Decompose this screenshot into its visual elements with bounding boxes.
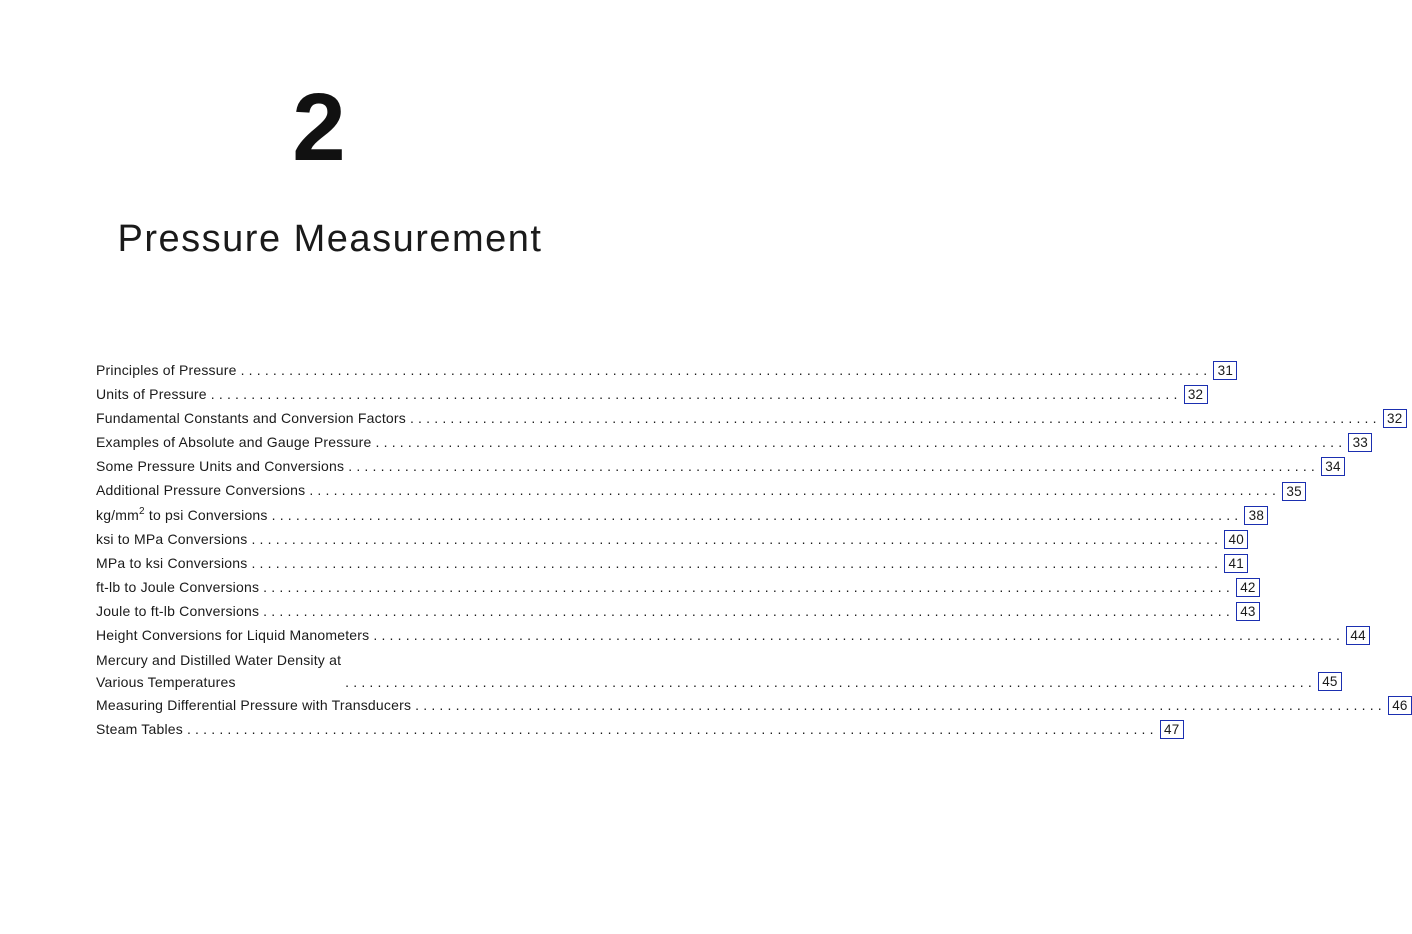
toc-entry-ftlb-to-joule[interactable] [96, 575, 1256, 599]
toc-page-link[interactable]: 38 [1244, 506, 1268, 525]
dot-leader: ........................................................................................................................ [345, 674, 1316, 691]
chapter-number: 2 [292, 74, 346, 181]
toc-entry-title: Measuring Differential Pressure with Transducers [96, 697, 412, 714]
toc-entry-title: Examples of Absolute and Gauge Pressure [96, 434, 372, 451]
toc-entry-mercury-water-density[interactable] [96, 647, 1338, 693]
toc-entry-title: Some Pressure Units and Conversions [96, 458, 345, 475]
toc-page-link[interactable]: 32 [1184, 385, 1208, 404]
toc-page-link[interactable]: 35 [1282, 482, 1306, 501]
toc-page-link[interactable]: 42 [1236, 578, 1260, 597]
toc-entry-title: Additional Pressure Conversions [96, 482, 306, 499]
toc-entry-title: Principles of Pressure [96, 362, 237, 378]
toc-entry-mpa-to-ksi[interactable] [96, 551, 1244, 575]
toc-entry-title-line1: Mercury and Distilled Water Density at [96, 652, 342, 669]
toc-entry-pressure-units-conversions[interactable] [96, 454, 1341, 478]
toc-entry-fundamental-constants[interactable] [96, 406, 1403, 430]
dot-leader: ........................................................................................................................ [251, 530, 1223, 547]
toc-entry-title: MPa to ksi Conversions [96, 554, 248, 571]
dot-leader: ........................................................................................................................ [186, 721, 1158, 738]
dot-leader: ........................................................................................................................ [263, 602, 1234, 619]
toc-entry-title: Fundamental Constants and Conversion Factors [96, 410, 406, 427]
toc-entry-title: Steam Tables [96, 721, 183, 738]
toc-entry-units-of-pressure[interactable] [96, 382, 1204, 406]
dot-leader: ........................................................................................................................ [251, 554, 1223, 571]
toc-page-link[interactable]: 45 [1318, 672, 1342, 691]
toc-entry-principles-of-pressure[interactable] [96, 358, 1234, 382]
toc-entry-title: Units of Pressure [96, 386, 207, 403]
toc-entry-kgmm2-to-psi[interactable] [96, 503, 1265, 527]
dot-leader: ........................................................................................................................ [348, 458, 1319, 475]
toc-page-link[interactable]: 46 [1388, 696, 1412, 715]
dot-leader: ........................................................................................................................ [210, 386, 1182, 403]
toc-entry-additional-pressure-conversions[interactable] [96, 478, 1302, 502]
toc-page-link[interactable]: 40 [1224, 530, 1248, 549]
dot-leader: ........................................................................................................................ [309, 482, 1281, 499]
toc-entry-title-line2: Various Temperatures [96, 674, 236, 691]
toc-entry-height-conversions-manometers[interactable] [96, 623, 1366, 647]
toc-entry-differential-pressure-transducers[interactable] [96, 693, 1408, 717]
toc-page-link[interactable]: 44 [1346, 626, 1370, 645]
toc-entry-ksi-to-mpa[interactable] [96, 527, 1244, 551]
dot-leader: ........................................................................................................................ [415, 697, 1386, 714]
toc-entry-joule-to-ftlb[interactable] [96, 599, 1256, 623]
toc-entry-title: ft-lb to Joule Conversions [96, 578, 260, 595]
toc-page-link[interactable]: 33 [1348, 433, 1372, 452]
toc-entry-title: Height Conversions for Liquid Manometers [96, 627, 370, 644]
toc-page-link[interactable]: 41 [1224, 554, 1248, 573]
toc-entry-title: $kg/mm^2$ to psi Conversions [96, 505, 268, 523]
toc-page-link[interactable]: 47 [1160, 720, 1184, 739]
toc-entry-title [96, 649, 341, 693]
dot-leader: ........................................................................................................................ [271, 506, 1243, 523]
dot-leader: ........................................................................................................................ [409, 410, 1381, 427]
toc-page-link[interactable]: 31 [1213, 361, 1237, 380]
dot-leader: ........................................................................................................................ [375, 434, 1347, 451]
toc-page-link[interactable]: 43 [1236, 602, 1260, 621]
toc-page-link[interactable]: 32 [1383, 409, 1407, 428]
dot-leader: ........................................................................................................................ [263, 578, 1234, 595]
toc-entry-title: ksi to MPa Conversions [96, 530, 248, 547]
toc-entry-steam-tables[interactable] [96, 717, 1180, 741]
toc-page-link[interactable]: 34 [1321, 457, 1345, 476]
toc-entry-absolute-gauge-pressure[interactable] [96, 430, 1368, 454]
dot-leader: ........................................................................................................................ [373, 627, 1345, 644]
chapter-title: Pressure Measurement [117, 218, 543, 260]
dot-leader: ........................................................................................................................ [240, 362, 1212, 378]
toc-entry-title: Joule to ft-lb Conversions [96, 602, 260, 619]
table-of-contents [96, 358, 1408, 741]
